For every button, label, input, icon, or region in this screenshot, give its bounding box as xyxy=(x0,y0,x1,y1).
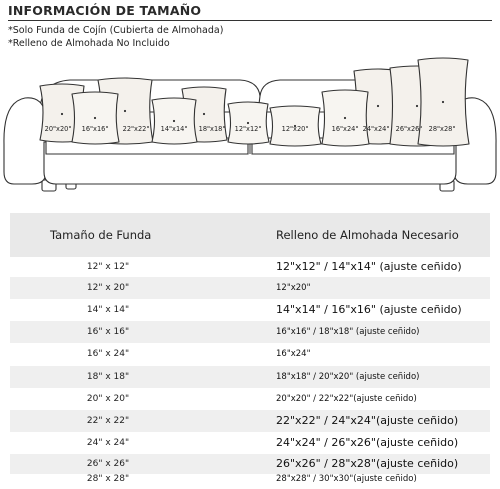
pillow-label: 12"x12" xyxy=(234,125,262,133)
table-row xyxy=(10,277,490,299)
table-row xyxy=(10,454,490,474)
pillow-label: 20"x20" xyxy=(44,125,72,133)
table-row xyxy=(10,321,490,343)
insert-needed-cell: 14"x14" / 16"x16" (ajuste ceñido) xyxy=(276,303,462,316)
table-row xyxy=(10,410,490,432)
insert-needed-cell: 12"x20" xyxy=(276,283,311,293)
sofa-arm-left xyxy=(4,98,46,184)
cover-size-cell: 22" x 22" xyxy=(86,416,130,426)
insert-needed-cell: 20"x20" / 22"x22"(ajuste ceñido) xyxy=(276,394,417,404)
insert-needed-cell: 16"x16" / 18"x18" (ajuste ceñido) xyxy=(276,327,420,337)
insert-needed-cell: 28"x28" / 30"x30"(ajuste ceñido) xyxy=(276,474,417,484)
column-header-insert-needed: Relleno de Almohada Necesario xyxy=(276,228,459,242)
insert-needed-cell: 18"x18" / 20"x20" (ajuste ceñido) xyxy=(276,372,420,382)
size-table xyxy=(10,213,490,485)
title-underline xyxy=(8,20,492,21)
table-row xyxy=(10,366,490,388)
note-insert-not-included: *Relleno de Almohada No Incluido xyxy=(8,38,170,49)
cover-size-cell: 26" x 26" xyxy=(86,459,130,469)
table-row xyxy=(10,474,490,485)
insert-needed-cell: 24"x24" / 26"x26"(ajuste ceñido) xyxy=(276,436,459,449)
pillow-label: 26"x26" xyxy=(395,125,423,133)
pillow-label: 12"x20" xyxy=(281,125,309,133)
table-row xyxy=(10,343,490,366)
cover-size-cell: 14" x 14" xyxy=(86,305,130,315)
table-row xyxy=(10,257,490,277)
pillow-label: 16"x24" xyxy=(331,125,359,133)
column-header-cover-size: Tamaño de Funda xyxy=(50,228,152,242)
cover-size-cell: 12" x 12" xyxy=(86,262,130,272)
pillow-label: 28"x28" xyxy=(428,125,456,133)
insert-needed-cell: 22"x22" / 24"x24"(ajuste ceñido) xyxy=(276,414,459,427)
cover-size-cell: 18" x 18" xyxy=(86,372,130,382)
pillow-label: 22"x22" xyxy=(122,125,150,133)
cover-size-cell: 28" x 28" xyxy=(86,474,130,484)
table-row xyxy=(10,299,490,321)
pillow-label: 14"x14" xyxy=(160,125,188,133)
table-row xyxy=(10,388,490,410)
insert-needed-cell: 12"x12" / 14"x14" (ajuste ceñido) xyxy=(276,260,462,273)
page-title: INFORMACIÓN DE TAMAÑO xyxy=(8,3,202,18)
table-header xyxy=(10,213,490,257)
note-cover-only: *Solo Funda de Cojín (Cubierta de Almohada) xyxy=(8,25,224,36)
insert-needed-cell: 16"x24" xyxy=(276,349,311,359)
cover-size-cell: 16" x 24" xyxy=(86,349,130,359)
insert-needed-cell: 26"x26" / 28"x28"(ajuste ceñido) xyxy=(276,457,459,470)
cover-size-cell: 24" x 24" xyxy=(86,438,130,448)
cover-size-cell: 20" x 20" xyxy=(86,394,130,404)
sofa-illustration xyxy=(0,56,500,202)
pillow-label: 16"x16" xyxy=(81,125,109,133)
cover-size-cell: 16" x 16" xyxy=(86,327,130,337)
pillow-label: 24"x24" xyxy=(362,125,390,133)
table-row xyxy=(10,432,490,454)
cover-size-cell: 12" x 20" xyxy=(86,283,130,293)
pillow-label: 18"x18" xyxy=(198,125,226,133)
